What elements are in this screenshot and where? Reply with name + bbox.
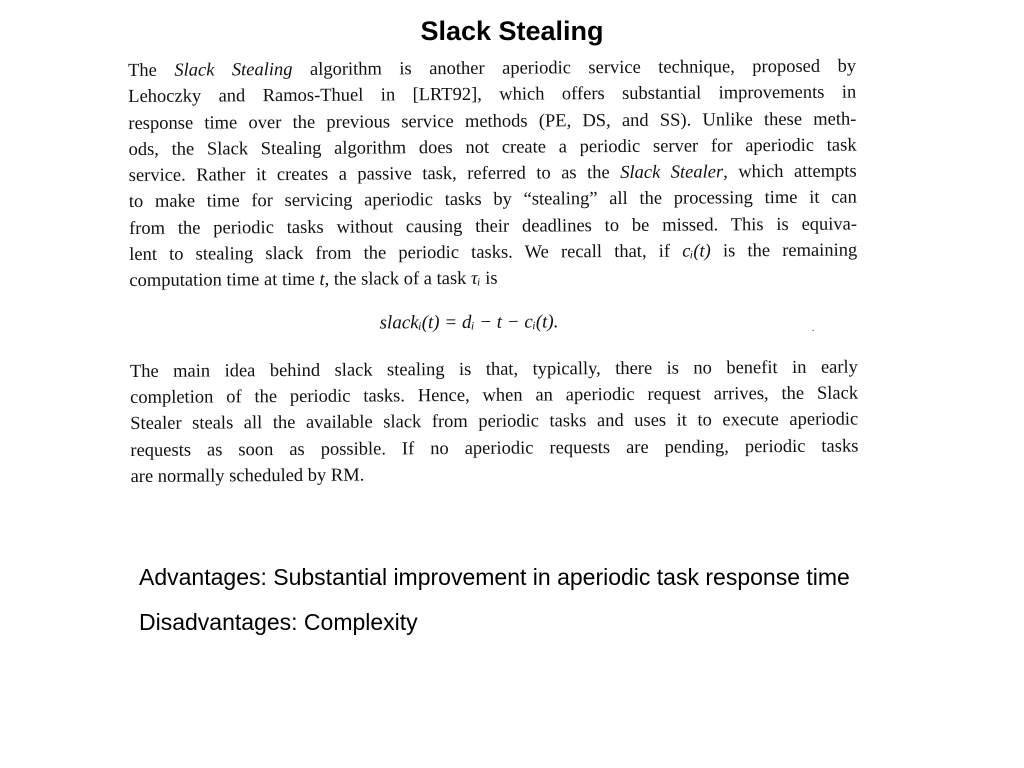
paragraph-1-line: response time over the previous service methods (PE, DS, and SS). Unlike these meth-: [128, 109, 857, 134]
emphasized-term: Slack Stealing: [174, 59, 293, 81]
summary-notes: [139, 560, 999, 650]
emphasized-term: cᵢ(t): [682, 241, 711, 262]
paragraph-1-line: service. Rather it creates a passive task, referred to as the Slack Stealer, which attempts: [128, 161, 857, 187]
paragraph-1-line: The Slack Stealing algorithm is another aperiodic service technique, proposed by: [128, 56, 857, 81]
paragraph-2-line: Stealer steals all the available slack from periodic tasks and uses it to execute aperiodic: [130, 409, 859, 435]
excerpt-paragraph-1: [128, 54, 857, 295]
scanned-excerpt: [128, 54, 859, 491]
paragraph-1-line: ods, the Slack Stealing algorithm does not create a periodic server for aperiodic task: [128, 135, 857, 160]
excerpt-paragraph-2: [130, 354, 859, 490]
paragraph-2-line: requests as soon as possible. If no aperiodic requests are pending, periodic tasks: [130, 436, 859, 461]
advantages-text: Advantages: Substantial improvement in aperiodic task response time: [139, 564, 850, 590]
emphasized-term: τᵢ: [470, 269, 481, 290]
paragraph-1-line: Lehoczky and Ramos-Thuel in [LRT92], which offers substantial improvements in: [128, 82, 857, 108]
disadvantages-text: Disadvantages: Complexity: [139, 609, 418, 635]
slack-equation: [130, 307, 858, 337]
paragraph-2-line: The main idea behind slack stealing is that, typically, there is no benefit in early: [129, 357, 858, 382]
slide-title: Slack Stealing: [420, 16, 604, 46]
emphasized-term: Slack Stealer: [620, 162, 724, 184]
paragraph-1-line: computation time at time t, the slack of a task τᵢ is: [129, 269, 498, 292]
equation-stray-mark: .: [811, 319, 815, 334]
emphasized-term: t: [319, 270, 325, 291]
paragraph-1-line: to make time for servicing aperiodic tasks by “stealing” all the processing time it can: [128, 188, 857, 213]
paragraph-2-line: are normally scheduled by RM.: [130, 465, 365, 487]
slack-equation-text: slackᵢ(t) = dᵢ − t − cᵢ(t).: [379, 311, 559, 334]
paragraph-1-line: from the periodic tasks without causing their deadlines to be missed. This is equiva-: [128, 214, 858, 239]
paragraph-2-line: completion of the periodic tasks. Hence, when an aperiodic request arrives, the Slack: [130, 383, 859, 408]
paragraph-1-line: lent to stealing slack from the periodic tasks. We recall that, if cᵢ(t) is the remaining: [129, 240, 858, 266]
